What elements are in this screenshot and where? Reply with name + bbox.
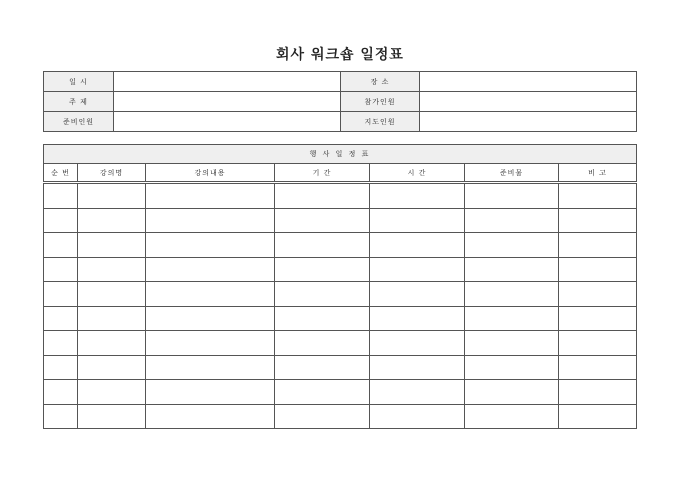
- table-cell[interactable]: [146, 208, 275, 233]
- table-cell[interactable]: [78, 233, 146, 258]
- table-cell[interactable]: [275, 331, 370, 356]
- date-field[interactable]: [114, 72, 341, 92]
- table-cell[interactable]: [44, 257, 78, 282]
- table-cell[interactable]: [559, 208, 637, 233]
- col-header-number: 순 번: [44, 164, 78, 183]
- table-cell[interactable]: [370, 282, 465, 307]
- table-cell[interactable]: [146, 331, 275, 356]
- table-cell[interactable]: [465, 208, 559, 233]
- table-cell[interactable]: [465, 331, 559, 356]
- prep-staff-field[interactable]: [114, 112, 341, 132]
- table-cell[interactable]: [559, 404, 637, 429]
- table-cell[interactable]: [146, 355, 275, 380]
- table-cell[interactable]: [44, 380, 78, 405]
- topic-field[interactable]: [114, 92, 341, 112]
- participants-label: 참가인원: [341, 92, 420, 112]
- table-cell[interactable]: [78, 257, 146, 282]
- table-cell[interactable]: [78, 306, 146, 331]
- table-cell[interactable]: [78, 183, 146, 209]
- table-cell[interactable]: [146, 306, 275, 331]
- table-cell[interactable]: [44, 282, 78, 307]
- table-cell[interactable]: [78, 380, 146, 405]
- table-cell[interactable]: [275, 306, 370, 331]
- table-cell[interactable]: [559, 380, 637, 405]
- table-cell[interactable]: [370, 380, 465, 405]
- table-cell[interactable]: [465, 306, 559, 331]
- table-cell[interactable]: [275, 282, 370, 307]
- table-cell[interactable]: [275, 257, 370, 282]
- table-row: [44, 404, 637, 429]
- table-cell[interactable]: [465, 282, 559, 307]
- table-cell[interactable]: [465, 257, 559, 282]
- table-cell[interactable]: [465, 380, 559, 405]
- date-label: 일 시: [44, 72, 114, 92]
- table-cell[interactable]: [465, 183, 559, 209]
- table-cell[interactable]: [275, 208, 370, 233]
- table-cell[interactable]: [559, 355, 637, 380]
- place-field[interactable]: [420, 72, 637, 92]
- table-cell[interactable]: [370, 257, 465, 282]
- table-row: [44, 355, 637, 380]
- table-cell[interactable]: [146, 257, 275, 282]
- info-table: [43, 71, 637, 132]
- table-cell[interactable]: [370, 355, 465, 380]
- table-cell[interactable]: [78, 355, 146, 380]
- table-cell[interactable]: [78, 404, 146, 429]
- table-cell[interactable]: [44, 233, 78, 258]
- table-row: [44, 257, 637, 282]
- table-cell[interactable]: [370, 233, 465, 258]
- table-cell[interactable]: [275, 183, 370, 209]
- table-cell[interactable]: [146, 282, 275, 307]
- table-cell[interactable]: [559, 282, 637, 307]
- table-cell[interactable]: [44, 355, 78, 380]
- table-cell[interactable]: [78, 282, 146, 307]
- table-cell[interactable]: [559, 233, 637, 258]
- table-cell[interactable]: [78, 208, 146, 233]
- table-cell[interactable]: [146, 183, 275, 209]
- schedule-table: [43, 144, 637, 429]
- schedule-caption: 행 사 일 정 표: [44, 145, 637, 164]
- participants-field[interactable]: [420, 92, 637, 112]
- table-cell[interactable]: [146, 404, 275, 429]
- table-cell[interactable]: [275, 355, 370, 380]
- table-cell[interactable]: [370, 208, 465, 233]
- col-header-remarks: 비 고: [559, 164, 637, 183]
- table-cell[interactable]: [370, 331, 465, 356]
- table-row: [44, 208, 637, 233]
- prep-staff-label: 준비인원: [44, 112, 114, 132]
- table-cell[interactable]: [78, 331, 146, 356]
- table-cell[interactable]: [465, 233, 559, 258]
- table-cell[interactable]: [275, 380, 370, 405]
- page-title: 회사 워크숍 일정표: [276, 47, 404, 63]
- col-header-time: 시 간: [370, 164, 465, 183]
- instructor-label: 지도인원: [341, 112, 420, 132]
- col-header-period: 기 간: [275, 164, 370, 183]
- topic-label: 주 제: [44, 92, 114, 112]
- table-row: [44, 233, 637, 258]
- col-header-lecture-name: 강의명: [78, 164, 146, 183]
- table-cell[interactable]: [146, 380, 275, 405]
- table-cell[interactable]: [44, 404, 78, 429]
- table-row: [44, 306, 637, 331]
- table-cell[interactable]: [44, 331, 78, 356]
- table-cell[interactable]: [465, 404, 559, 429]
- table-cell[interactable]: [559, 183, 637, 209]
- table-row: [44, 380, 637, 405]
- table-cell[interactable]: [44, 183, 78, 209]
- table-cell[interactable]: [370, 404, 465, 429]
- table-row: [44, 331, 637, 356]
- col-header-supplies: 준비물: [465, 164, 559, 183]
- table-cell[interactable]: [370, 306, 465, 331]
- table-cell[interactable]: [44, 306, 78, 331]
- table-cell[interactable]: [275, 233, 370, 258]
- table-cell[interactable]: [275, 404, 370, 429]
- table-cell[interactable]: [44, 208, 78, 233]
- table-cell[interactable]: [465, 355, 559, 380]
- table-cell[interactable]: [559, 257, 637, 282]
- instructor-field[interactable]: [420, 112, 637, 132]
- place-label: 장 소: [341, 72, 420, 92]
- table-cell[interactable]: [146, 233, 275, 258]
- table-cell[interactable]: [370, 183, 465, 209]
- table-row: [44, 183, 637, 209]
- table-row: [44, 282, 637, 307]
- table-cell[interactable]: [559, 331, 637, 356]
- table-cell[interactable]: [559, 306, 637, 331]
- col-header-lecture-content: 강의내용: [146, 164, 275, 183]
